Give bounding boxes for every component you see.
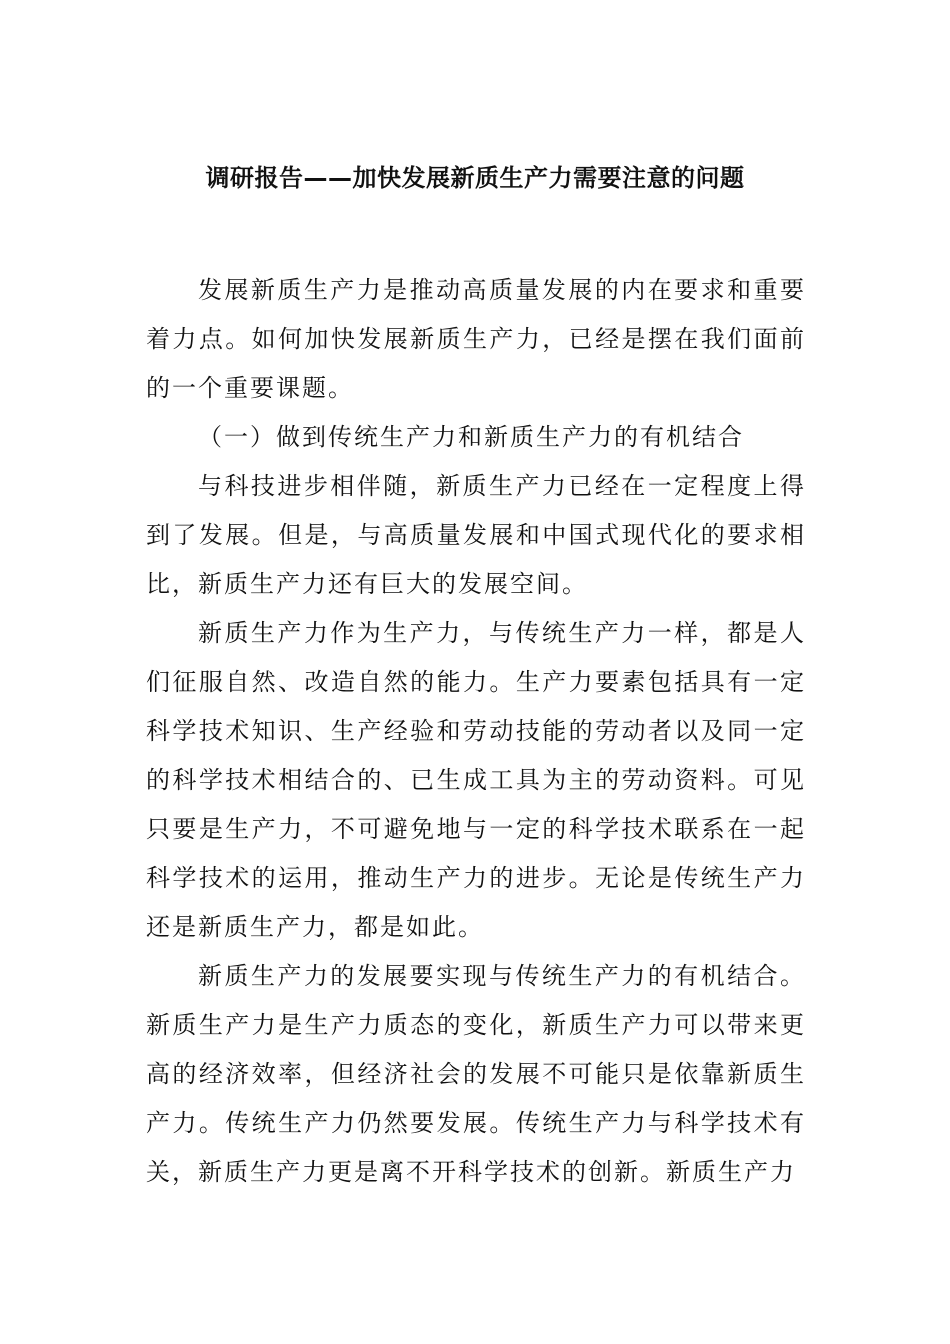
paragraph-3: 新质生产力作为生产力，与传统生产力一样，都是人们征服自然、改造自然的能力。生产力要素包括具有一定科学技术知识、生产经验和劳动技能的劳动者以及同一定的科学技术相结合的、已生成工具为主的劳动资料。可见只要是生产力，不可避免地与一定的科学技术联系在一起科学技术的运用，推动生产力的进步。无论是传统生产力还是新质生产力，都是如此。	[146, 619, 806, 941]
paragraph-4: 新质生产力的发展要实现与传统生产力的有机结合。新质生产力是生产力质态的变化，新质生产力可以带来更高的经济效率，但经济社会的发展不可能只是依靠新质生产力。传统生产力仍然要发展。传统生产力与科学技术有关，新质生产力更是离不开科学技术的创新。新质生产力	[146, 962, 806, 1186]
document-body	[146, 266, 806, 1197]
paragraph-intro: 发展新质生产力是推动高质量发展的内在要求和重要着力点。如何加快发展新质生产力，已经是摆在我们面前的一个重要课题。	[146, 276, 806, 402]
document-title: 调研报告——加快发展新质生产力需要注意的问题	[205, 164, 745, 192]
section-heading-1: （一）做到传统生产力和新质生产力的有机结合	[198, 423, 744, 451]
paragraph-2: 与科技进步相伴随，新质生产力已经在一定程度上得到了发展。但是，与高质量发展和中国式现代化的要求相比，新质生产力还有巨大的发展空间。	[146, 472, 806, 598]
